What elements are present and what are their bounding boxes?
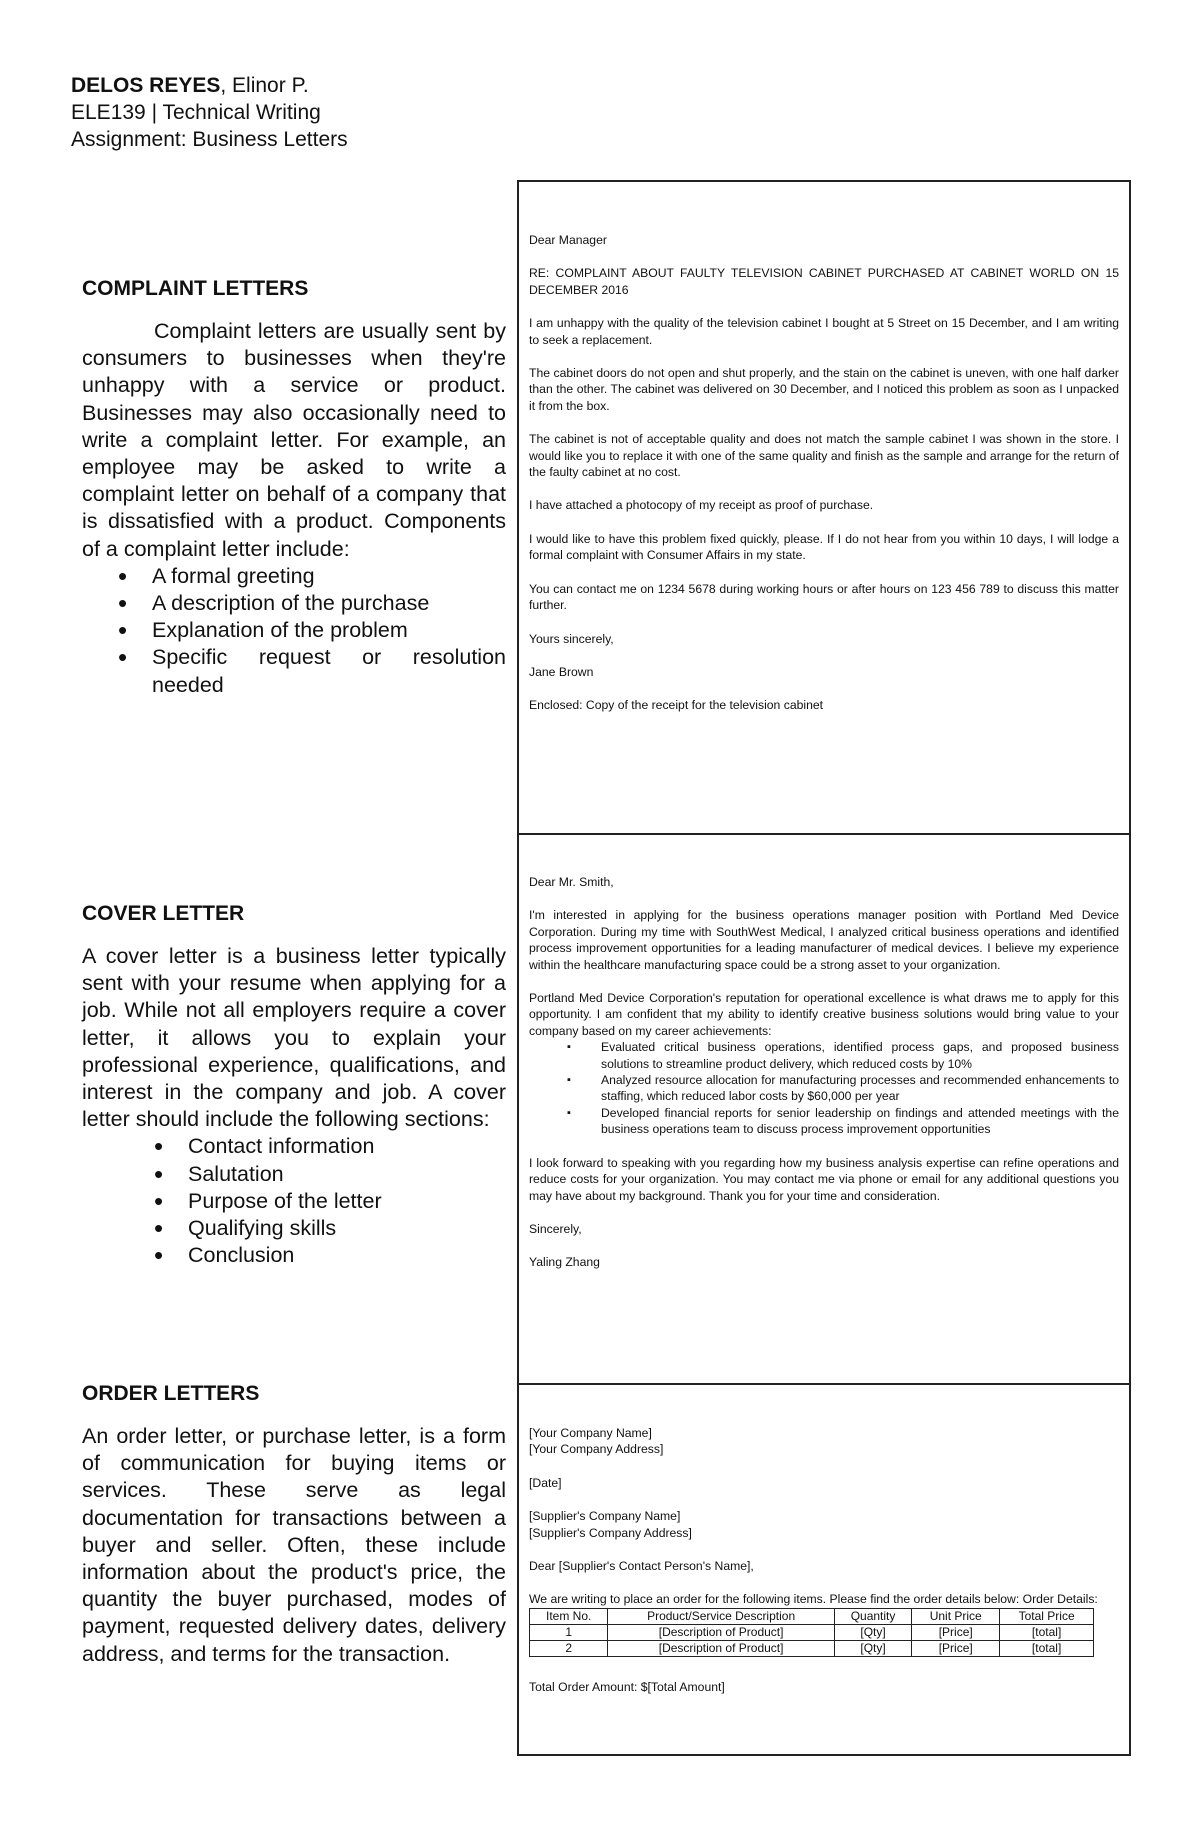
cover-title: COVER LETTER [82,902,245,925]
order-title: ORDER LETTERS [82,1382,260,1405]
table-row [530,1640,1094,1656]
table-cell: [total] [1000,1624,1094,1640]
letter-paragraph: I look forward to speaking with you regarding how my business analysis expertise can refine operations and reduce costs for your organization. You may contact me via phone or email for any additional questions you may have about my background. Thank you for your time and consideration. [529,1155,1119,1203]
letter-signature: Jane Brown [529,664,594,679]
company-address: [Your Company Address] [529,1442,664,1457]
supplier-address: [Supplier's Company Address] [529,1525,692,1540]
letter-paragraph: I'm interested in applying for the business operations manager position with Portland Med Device Corporation. During my time with SouthWest Medical, I analyzed critical business operations and identified process improvement opportunities for a leading manufacturer of medical devices. I believe my experience within the healthcare manufacturing space could be a strong asset to your organization. [529,908,1119,972]
table-cell: [Description of Product] [608,1624,834,1640]
list-item: • Salutation [188,1161,506,1188]
author-surname: DELOS REYES [71,74,221,97]
achievements-list [529,1039,1119,1137]
letter-intro: We are writing to place an order for the following items. Please find the order details below: Order Details: [529,1592,1098,1607]
letter-paragraph: I am unhappy with the quality of the television cabinet I bought at 5 Street on 15 December, and I am writing to seek a replacement. [529,316,1119,347]
cover-section [82,900,506,1269]
order-total: Total Order Amount: $[Total Amount] [529,1679,725,1694]
list-item: ▪ Analyzed resource allocation for manufacturing processes and recommended enhancements to staffing, which reduced labor costs by $60,000 per year [601,1072,1119,1105]
table-cell: 2 [530,1640,608,1656]
list-item: • Qualifying skills [188,1215,506,1242]
list-item: • A description of the purchase [152,590,506,617]
list-item: • Explanation of the problem [152,617,506,644]
order-details-table [529,1608,1094,1657]
table-header: Item No. [530,1608,608,1624]
table-cell: [Qty] [834,1640,911,1656]
cover-sections-list [82,1133,506,1269]
list-item: ▪ Evaluated critical business operations, identified process gaps, and proposed business solutions to streamline product delivery, which reduced costs by 10% [601,1039,1119,1072]
list-item: ▪ Developed financial reports for senior leadership on findings and attended meetings with the business operations team to discuss process improvement opportunities [601,1105,1119,1138]
order-section [82,1380,506,1668]
table-header: Quantity [834,1608,911,1624]
order-description: An order letter, or purchase letter, is a form of communication for buying items or services. These serve as legal documentation for transactions between a buyer and seller. Often, these include information about the product's price, the quantity the buyer purchased, modes of payment, requested delivery dates, delivery address, and terms for the transaction. [82,1424,506,1666]
complaint-section [82,275,506,699]
letter-closing: Sincerely, [529,1221,582,1236]
table-cell: [Description of Product] [608,1640,834,1656]
complaint-components-list [82,563,506,699]
letter-paragraph: The cabinet is not of acceptable quality and does not match the sample cabinet I was shown in the store. I would like you to replace it with one of the same quality and finish as the sample and arrange for the return of the faulty cabinet at no cost. [529,432,1119,480]
complaint-description: Complaint letters are usually sent by consumers to businesses when they're unhappy with a service or product. Businesses may also occasionally need to write a complaint letter. For example, an employee may be asked to write a complaint letter on behalf of a company that is dissatisfied with a product. Components of a complaint letter include: [82,319,506,561]
table-header: Total Price [1000,1608,1094,1624]
table-header-row [530,1608,1094,1624]
list-item: • A formal greeting [152,563,506,590]
table-cell: 1 [530,1624,608,1640]
letter-paragraph: Portland Med Device Corporation's reputation for operational excellence is what draws me to apply for this opportunity. I am confident that my ability to identify creative business solutions would bring value to your company based on my career achievements: [529,991,1119,1038]
table-cell: [Price] [912,1624,1000,1640]
letter-subject: RE: COMPLAINT ABOUT FAULTY TELEVISION CABINET PURCHASED AT CABINET WORLD ON 15 DECEMBER 2016 [529,266,1119,297]
table-row [530,1624,1094,1640]
cover-letter-sample [529,874,1119,1288]
letter-paragraph: I would like to have this problem fixed quickly, please. If I do not hear from you within 10 days, I will lodge a formal complaint with Consumer Affairs in my state. [529,531,1119,563]
supplier-name: [Supplier's Company Name] [529,1509,681,1524]
letter-greeting: Dear Manager [529,233,607,247]
author-line [71,72,348,99]
table-header: Unit Price [912,1608,1000,1624]
letter-date: [Date] [529,1475,562,1490]
letter-greeting: Dear Mr. Smith, [529,875,614,889]
letter-greeting: Dear [Supplier's Contact Person's Name], [529,1559,754,1574]
table-cell: [total] [1000,1640,1094,1656]
document-header [71,72,348,153]
letter-closing: Yours sincerely, [529,631,614,646]
course-line: ELE139 | Technical Writing [71,101,321,124]
list-item: • Conclusion [188,1242,506,1269]
letter-signature: Yaling Zhang [529,1255,600,1270]
complaint-title: COMPLAINT LETTERS [82,277,309,300]
letter-paragraph: The cabinet doors do not open and shut properly, and the stain on the cabinet is uneven, with one half darker than the other. The cabinet was delivered on 30 December, and I noticed this problem as soon as I unpacked it from the box. [529,366,1119,413]
letter-paragraph: You can contact me on 1234 5678 during working hours or after hours on 123 456 789 to discuss this matter further. [529,581,1119,613]
table-cell: [Price] [912,1640,1000,1656]
complaint-letter-sample [529,232,1119,731]
letter-enclosure: Enclosed: Copy of the receipt for the television cabinet [529,698,824,713]
table-header: Product/Service Description [608,1608,834,1624]
assignment-line: Assignment: Business Letters [71,128,348,151]
list-item: • Contact information [188,1133,506,1160]
table-cell: [Qty] [834,1624,911,1640]
list-item: • Specific request or resolution needed [152,644,506,698]
company-name: [Your Company Name] [529,1426,652,1440]
cover-description: A cover letter is a business letter typically sent with your resume when applying for a job. While not all employers require a cover letter, it allows you to explain your professional experience, qualifications, and interest in the company and job. A cover letter should include the following sections: [82,944,506,1132]
author-given-name: , Elinor P. [220,74,309,97]
letter-paragraph: I have attached a photocopy of my receipt as proof of purchase. [529,498,874,513]
list-item: • Purpose of the letter [188,1188,506,1215]
order-letter-sample [529,1425,1119,1712]
